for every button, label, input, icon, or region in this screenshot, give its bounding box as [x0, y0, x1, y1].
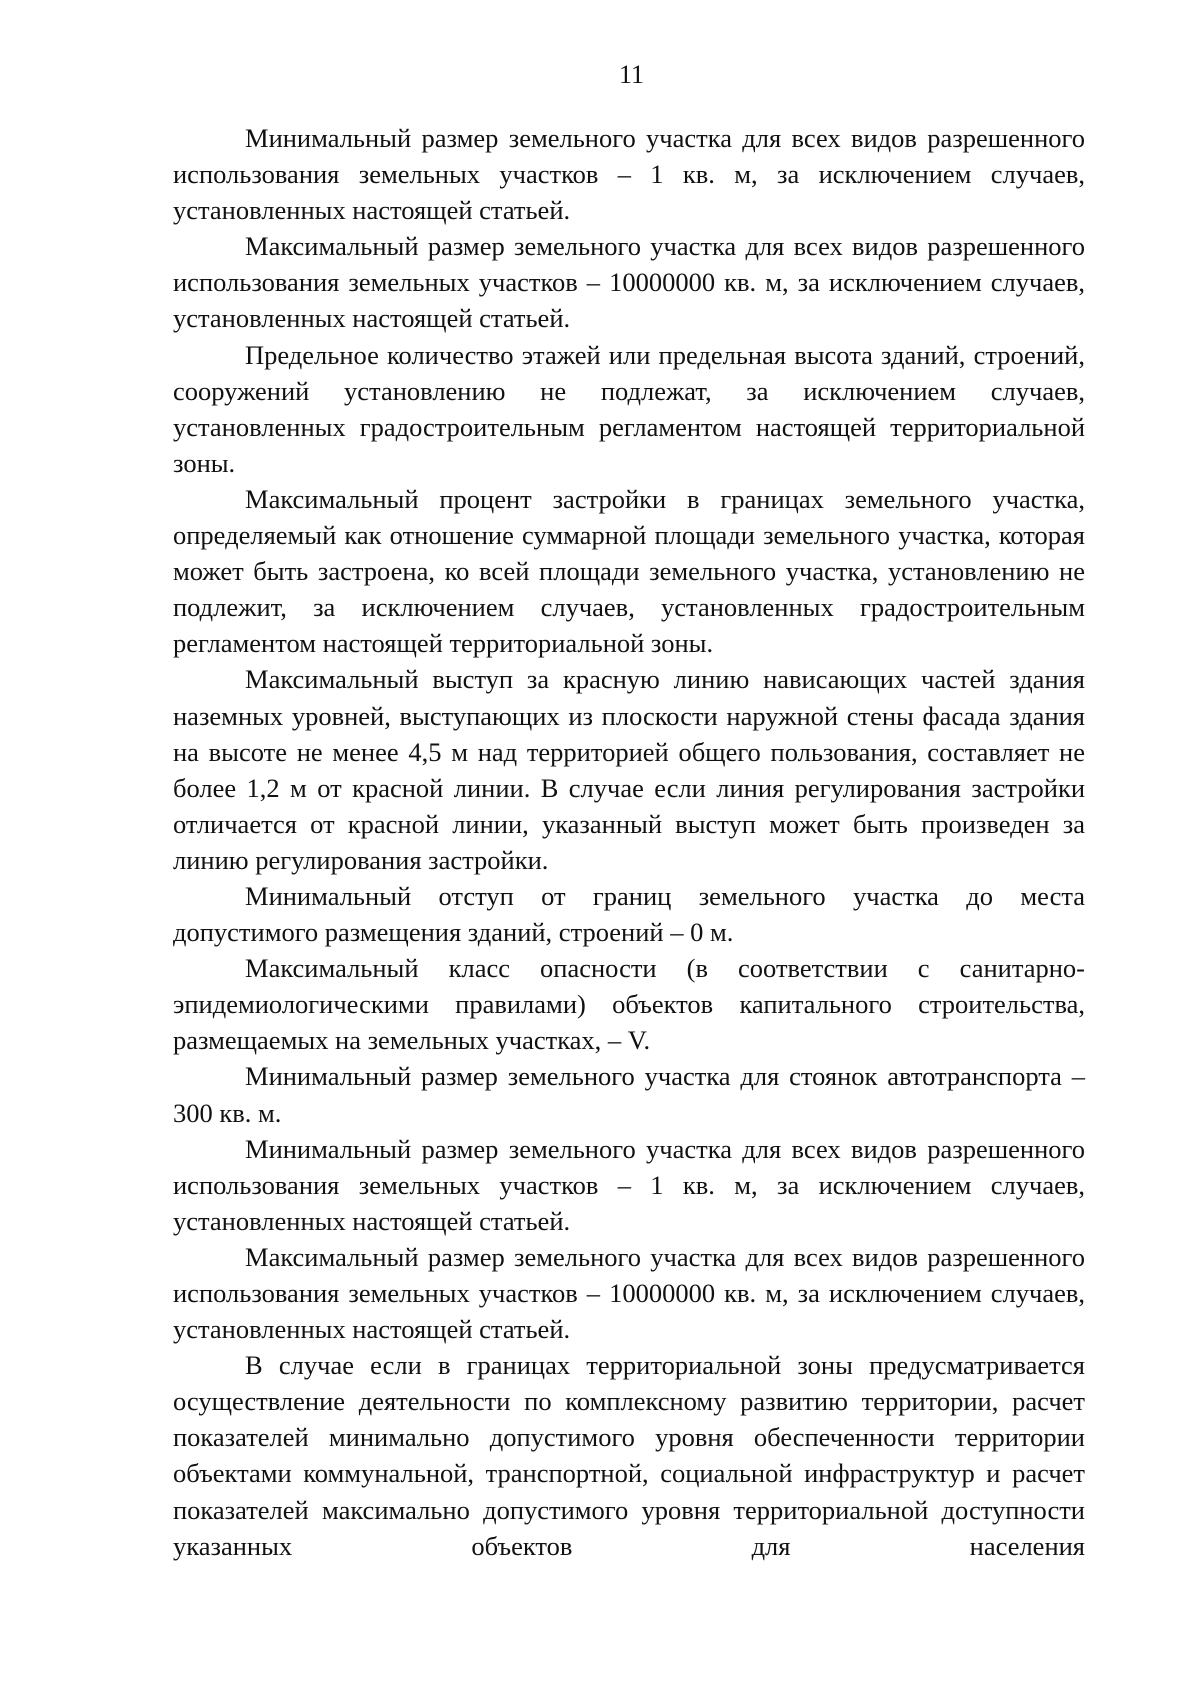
paragraph-red-line-projection: Максимальный выступ за красную линию нависающих частей здания наземных уровней, выступающих из плоскости наружной стены фасада здания на высоте не менее 4,5 м над территорией общего пользования, составляет не более 1,2 м от красной линии. В случае если линия регулирования застройки отличается от красной линии, указанный выступ может быть произведен за линию регулирования застройки. — [173, 664, 1085, 875]
document-body — [173, 120, 1085, 1564]
paragraph-min-plot-size: Минимальный размер земельного участка для всех видов разрешенного использования земельных участков – 1 кв. м, за исключением случаев, установленных настоящей статьей. — [173, 123, 1085, 226]
paragraph-min-plot-size-repeat: Минимальный размер земельного участка для всех видов разрешенного использования земельных участков – 1 кв. м, за исключением случаев, установленных настоящей статьей. — [173, 1133, 1085, 1236]
paragraph-floor-limit: Предельное количество этажей или предельная высота зданий, строений, сооружений установлению не подлежат, за исключением случаев, установленных градостроительным регламентом настоящей территориальной зоны. — [173, 339, 1085, 478]
paragraph-complex-development: В случае если в границах территориальной зоны предусматривается осуществление деятельности по комплексному развитию территории, расчет показателей минимально допустимого уровня обеспеченности территории объектами коммунальной, транспортной, социальной инфраструктур и расчет показателей максимально допустимого уровня территориальной доступности указанных объектов для населения — [173, 1350, 1085, 1561]
paragraph-parking-plot-size: Минимальный размер земельного участка для стоянок автотранспорта – 300 кв. м. — [173, 1061, 1085, 1128]
paragraph-max-plot-size: Максимальный размер земельного участка для всех видов разрешенного использования земельных участков – 10000000 кв. м, за исключением случаев, установленных настоящей статьей. — [173, 231, 1085, 334]
paragraph-hazard-class: Максимальный класс опасности (в соответствии с санитарно-эпидемиологическими правилами) объектов капитального строительства, размещаемых на земельных участках, – V. — [173, 953, 1085, 1056]
page-number: 11 — [618, 60, 645, 89]
paragraph-max-plot-size-repeat: Максимальный размер земельного участка для всех видов разрешенного использования земельных участков – 10000000 кв. м, за исключением случаев, установленных настоящей статьей. — [173, 1241, 1085, 1345]
paragraph-min-setback: Минимальный отступ от границ земельного участка до места допустимого размещения зданий, строений – 0 м. — [173, 880, 1085, 948]
paragraph-build-percentage: Максимальный процент застройки в границах земельного участка, определяемый как отношение суммарной площади земельного участка, которая может быть застроена, ко всей площади земельного участка, установлению не подлежит, за исключением случаев, установленных градостроительным регламентом настоящей территориальной зоны. — [173, 483, 1085, 659]
